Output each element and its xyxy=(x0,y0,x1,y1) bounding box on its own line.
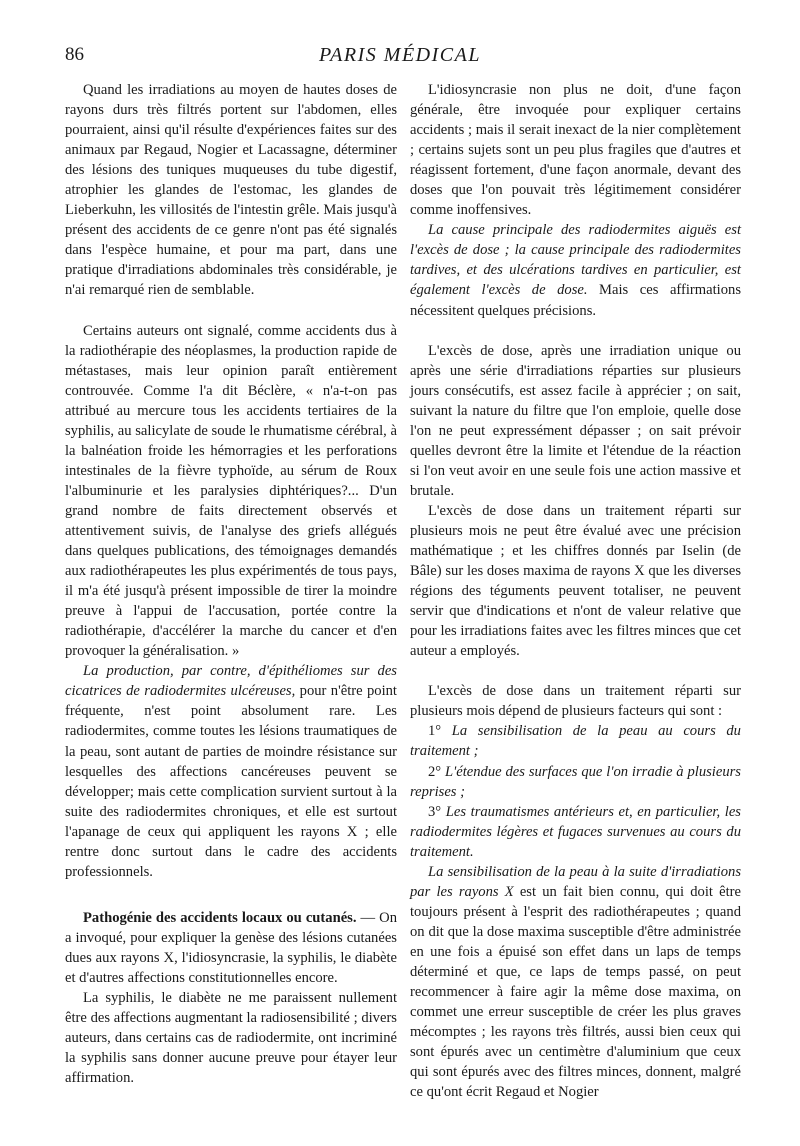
left-column xyxy=(65,80,397,1088)
paragraph-text: Mais ces affirmations nécessitent quelques précisions. xyxy=(410,282,741,319)
section-heading: Pathogénie des accidents locaux ou cutanés. xyxy=(83,909,357,926)
list-item xyxy=(410,802,741,862)
list-text: L'étendue des surfaces que l'on irradie à plusieurs reprises ; xyxy=(410,763,741,800)
list-item xyxy=(410,721,741,761)
paragraph: Quand les irradiations au moyen de hautes doses de rayons durs très filtrés portent sur l'abdomen, elles pourraient, ainsi qu'il résulte d'expériences faites sur des animaux par Regaud, Nogier et Lacassagne, déterminer des lésions des tuniques muqueuses du tube digestif, atrophier les glandes de l'estomac, les glandes de Lieberkuhn, les villosités de l'intestin grêle. Mais jusqu'à présent des accidents de ce genre n'ont pas été signalés dans l'espèce humaine, et pour ma part, dans une pratique d'irradiations abdominales très considérable, je n'ai remarqué rien de semblable. xyxy=(65,82,397,299)
right-column xyxy=(410,80,741,1102)
paragraph: La syphilis, le diabète ne me paraissent nullement être des affections augmentant la radiosensibilité ; divers auteurs, dans certains cas de radiodermite, ont incriminé la syphilis sans donner aucune preuve pour étayer leur affirmation. xyxy=(65,990,397,1087)
list-number: 2° xyxy=(428,763,446,780)
paragraph-text: pour n'être point fréquente, n'est point absolument rare. Les radiodermites, comme toutes les lésions traumatiques de la peau, sont autant de parties de moindre résistance sur lesquelles des affections cancéreuses peuvent se développer; mais cette complication survient surtout à la suite des radiodermites chroniques, et elle est surtout l'apanage de ceux qui appliquent les rayons X ; elle rentre donc surtout dans le cadre des accidents professionnels. xyxy=(65,683,397,880)
list-item xyxy=(410,762,741,802)
paragraph: L'excès de dose, après une irradiation unique ou après une série d'irradiations réparties sur plusieurs jours consécutifs, est assez facile à apprécier ; on sait, suivant la nature du filtre que l'on emploie, quelle dose l'on ne peut expressément dépasser ; on sait prévoir quelles devront être la limite et l'étendue de la réaction si l'on veut avoir en une seule fois une action massive et brutale. xyxy=(410,342,741,499)
paragraph xyxy=(65,661,397,882)
running-title: PARIS MÉDICAL xyxy=(319,44,481,66)
page-number: 86 xyxy=(65,44,84,65)
paragraph xyxy=(410,220,741,320)
italic-text: La production, par contre, d'épithéliomes sur des cicatrices de radiodermites ulcéreuses, xyxy=(65,663,397,700)
page-header xyxy=(0,44,800,74)
paragraph xyxy=(410,862,741,1103)
paragraph-text: est un fait bien connu, qui doit être toujours présent à l'esprit des radiothérapeutes ; quand on dit que la dose maxima susceptible d'être administrée en une fois a épuisé son effet dans un laps de temps déterminé et que, ce laps de temps passé, on peut recommencer à faire agir la même dose maxima, on commet une erreur susceptible de créer les plus graves mécomptes ; les rayons très filtrés, aussi bien ceux qui sont épurés avec un centimètre d'aluminium que ceux qui sont épurés avec des filtres minces, donnent, malgré ce qu'ont écrit Regaud et Nogier xyxy=(410,883,741,1101)
italic-text: La sensibilisation de la peau à la suite d'irradiations par les rayons X xyxy=(410,863,741,900)
list-number: 1° xyxy=(428,723,452,740)
section-paragraph xyxy=(65,908,397,988)
list-number: 3° xyxy=(428,803,446,820)
paragraph: L'idiosyncrasie non plus ne doit, d'une façon générale, être invoquée pour expliquer certains accidents ; mais il serait inexact de la nier complètement ; certains sujets sont un peu plus fragiles que d'autres et réagissent fortement, d'une façon anormale, devant des doses que l'on pouvait très légitimement considérer comme inoffensives. xyxy=(410,82,741,219)
italic-text: La cause principale des radiodermites aiguës est l'excès de dose ; la cause principale des radiodermites tardives, et des ulcérations tardives en particulier, est également l'excès de dose. xyxy=(410,222,741,299)
paragraph: L'excès de dose dans un traitement réparti sur plusieurs mois dépend de plusieurs facteurs qui sont : xyxy=(410,683,741,720)
paragraph-text: — On a invoqué, pour expliquer la genèse des lésions cutanées dues aux rayons X, l'idiosyncrasie, la syphilis, le diabète et d'autres affections constitutionnelles encore. xyxy=(65,909,397,986)
list-text: La sensibilisation de la peau au cours du traitement ; xyxy=(410,723,741,760)
paragraph: Certains auteurs ont signalé, comme accidents dus à la radiothérapie des néoplasmes, la production rapide de métastases, mais leur opinion paraît entièrement controuvée. Comme l'a dit Béclère, « n'a-t-on pas attribué au mercure tous les accidents tertiaires de la syphilis, au salicylate de soude le rhumatisme cérébral, à la balnéation froide les hémorragies et les perforations intestinales de la fièvre typhoïde, au sérum de Roux l'albuminurie et les paralysies diphtériques?... D'un grand nombre de faits directement observés et attentivement suivis, de l'analyse des griefs allégués dans quelques publications, des témoignages demandés aux radiothérapeutes les plus expérimentés de tous pays, il m'a été jusqu'à présent impossible de tirer la moindre preuve à l'appui de l'accusation, portée contre la radiothérapie, d'accélérer la marche du cancer et d'en provoquer la généralisation. » xyxy=(65,322,397,660)
list-text: Les traumatismes antérieurs et, en particulier, les radiodermites légères et fugaces survenues au cours du traitement. xyxy=(410,803,741,860)
paragraph: L'excès de dose dans un traitement réparti sur plusieurs mois ne peut être évalué avec une précision mathématique ; et les chiffres donnés par Iselin (de Bâle) sur les doses maxima de rayons X que les diverses régions des téguments peuvent totaliser, ne peuvent servir que d'indications et n'ont de valeur relative que pour les irradiations faites avec les filtres minces que cet auteur a employés. xyxy=(410,502,741,660)
